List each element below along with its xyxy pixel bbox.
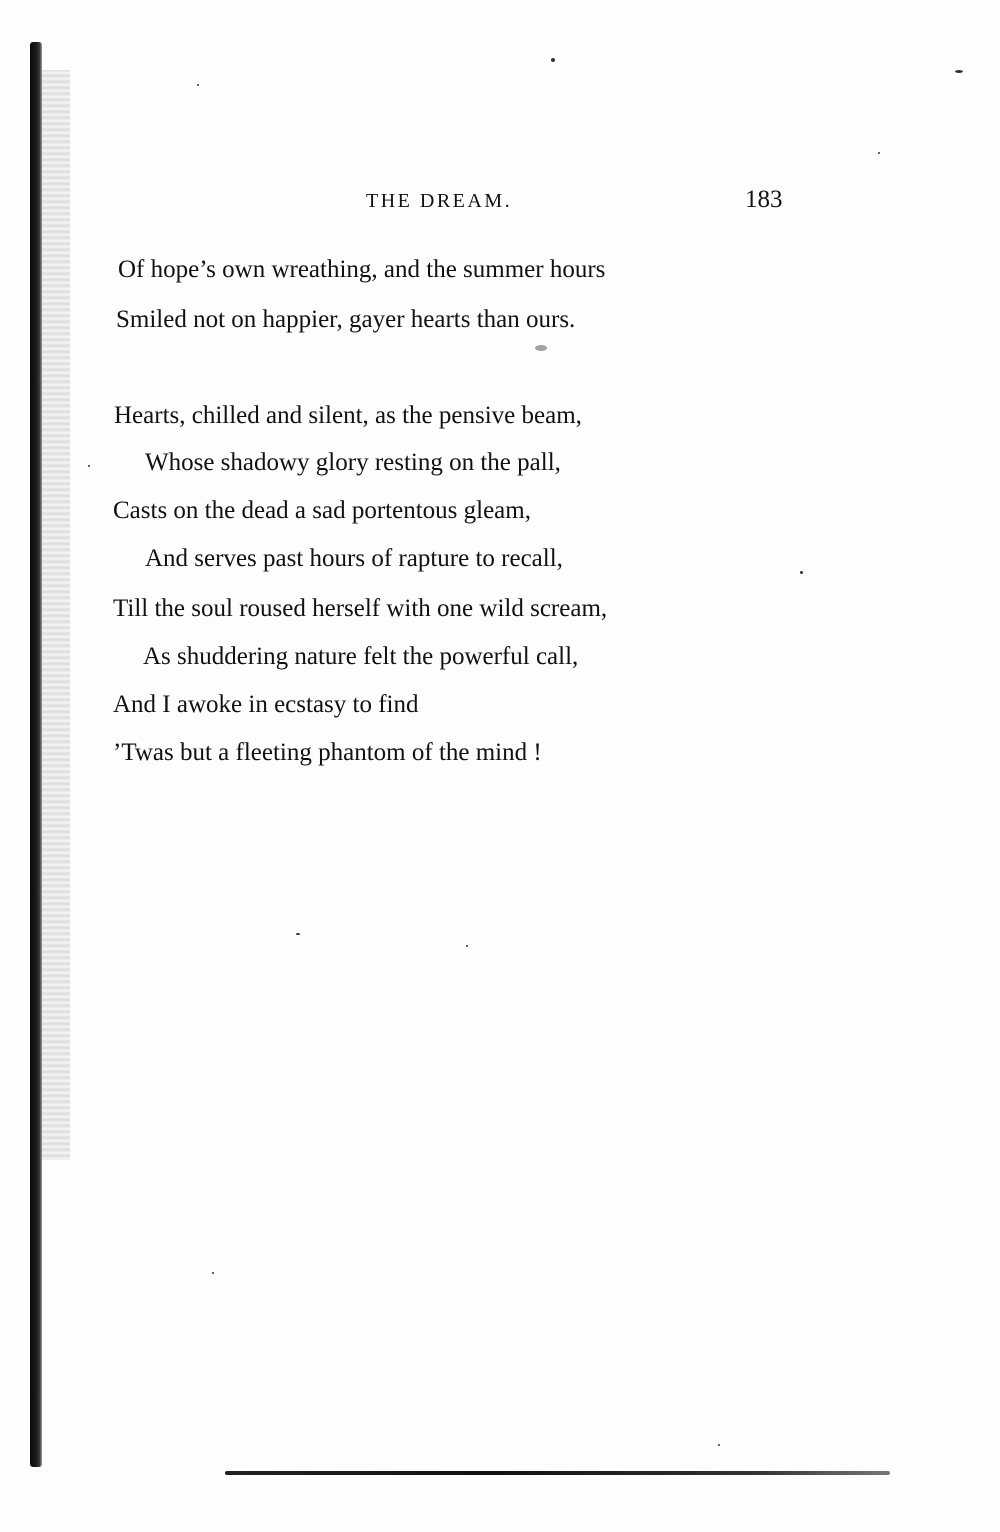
print-speck (551, 58, 555, 62)
print-speck (718, 1444, 720, 1446)
verse-line: And serves past hours of rapture to recall, (145, 545, 563, 572)
verse-line: As shuddering nature felt the powerful call, (143, 643, 579, 670)
verse-line: ’Twas but a fleeting phantom of the mind ! (113, 739, 542, 766)
verse-line: Smiled not on happier, gayer hearts than ours. (116, 306, 576, 333)
page-number: 183 (745, 186, 783, 213)
verse-line: And I awoke in ecstasy to find (113, 691, 419, 718)
print-speck (955, 70, 963, 73)
verse-line: Till the soul roused herself with one wild scream, (113, 595, 608, 622)
binding-shadow (42, 70, 70, 1160)
print-speck (197, 84, 199, 86)
print-speck (296, 933, 300, 935)
print-speck (212, 1272, 214, 1274)
binding-edge (30, 42, 42, 1467)
print-speck (88, 465, 90, 467)
print-speck (800, 571, 803, 574)
verse-line: Hearts, chilled and silent, as the pensive beam, (114, 402, 582, 429)
verse-line: Casts on the dead a sad portentous gleam, (113, 497, 531, 524)
running-head-title: THE DREAM. (366, 190, 513, 212)
print-speck (535, 345, 547, 351)
print-speck (466, 945, 468, 947)
bottom-rule (225, 1471, 890, 1475)
verse-line: Whose shadowy glory resting on the pall, (145, 449, 561, 476)
print-speck (878, 152, 880, 154)
verse-line: Of hope’s own wreathing, and the summer hours (118, 256, 606, 283)
